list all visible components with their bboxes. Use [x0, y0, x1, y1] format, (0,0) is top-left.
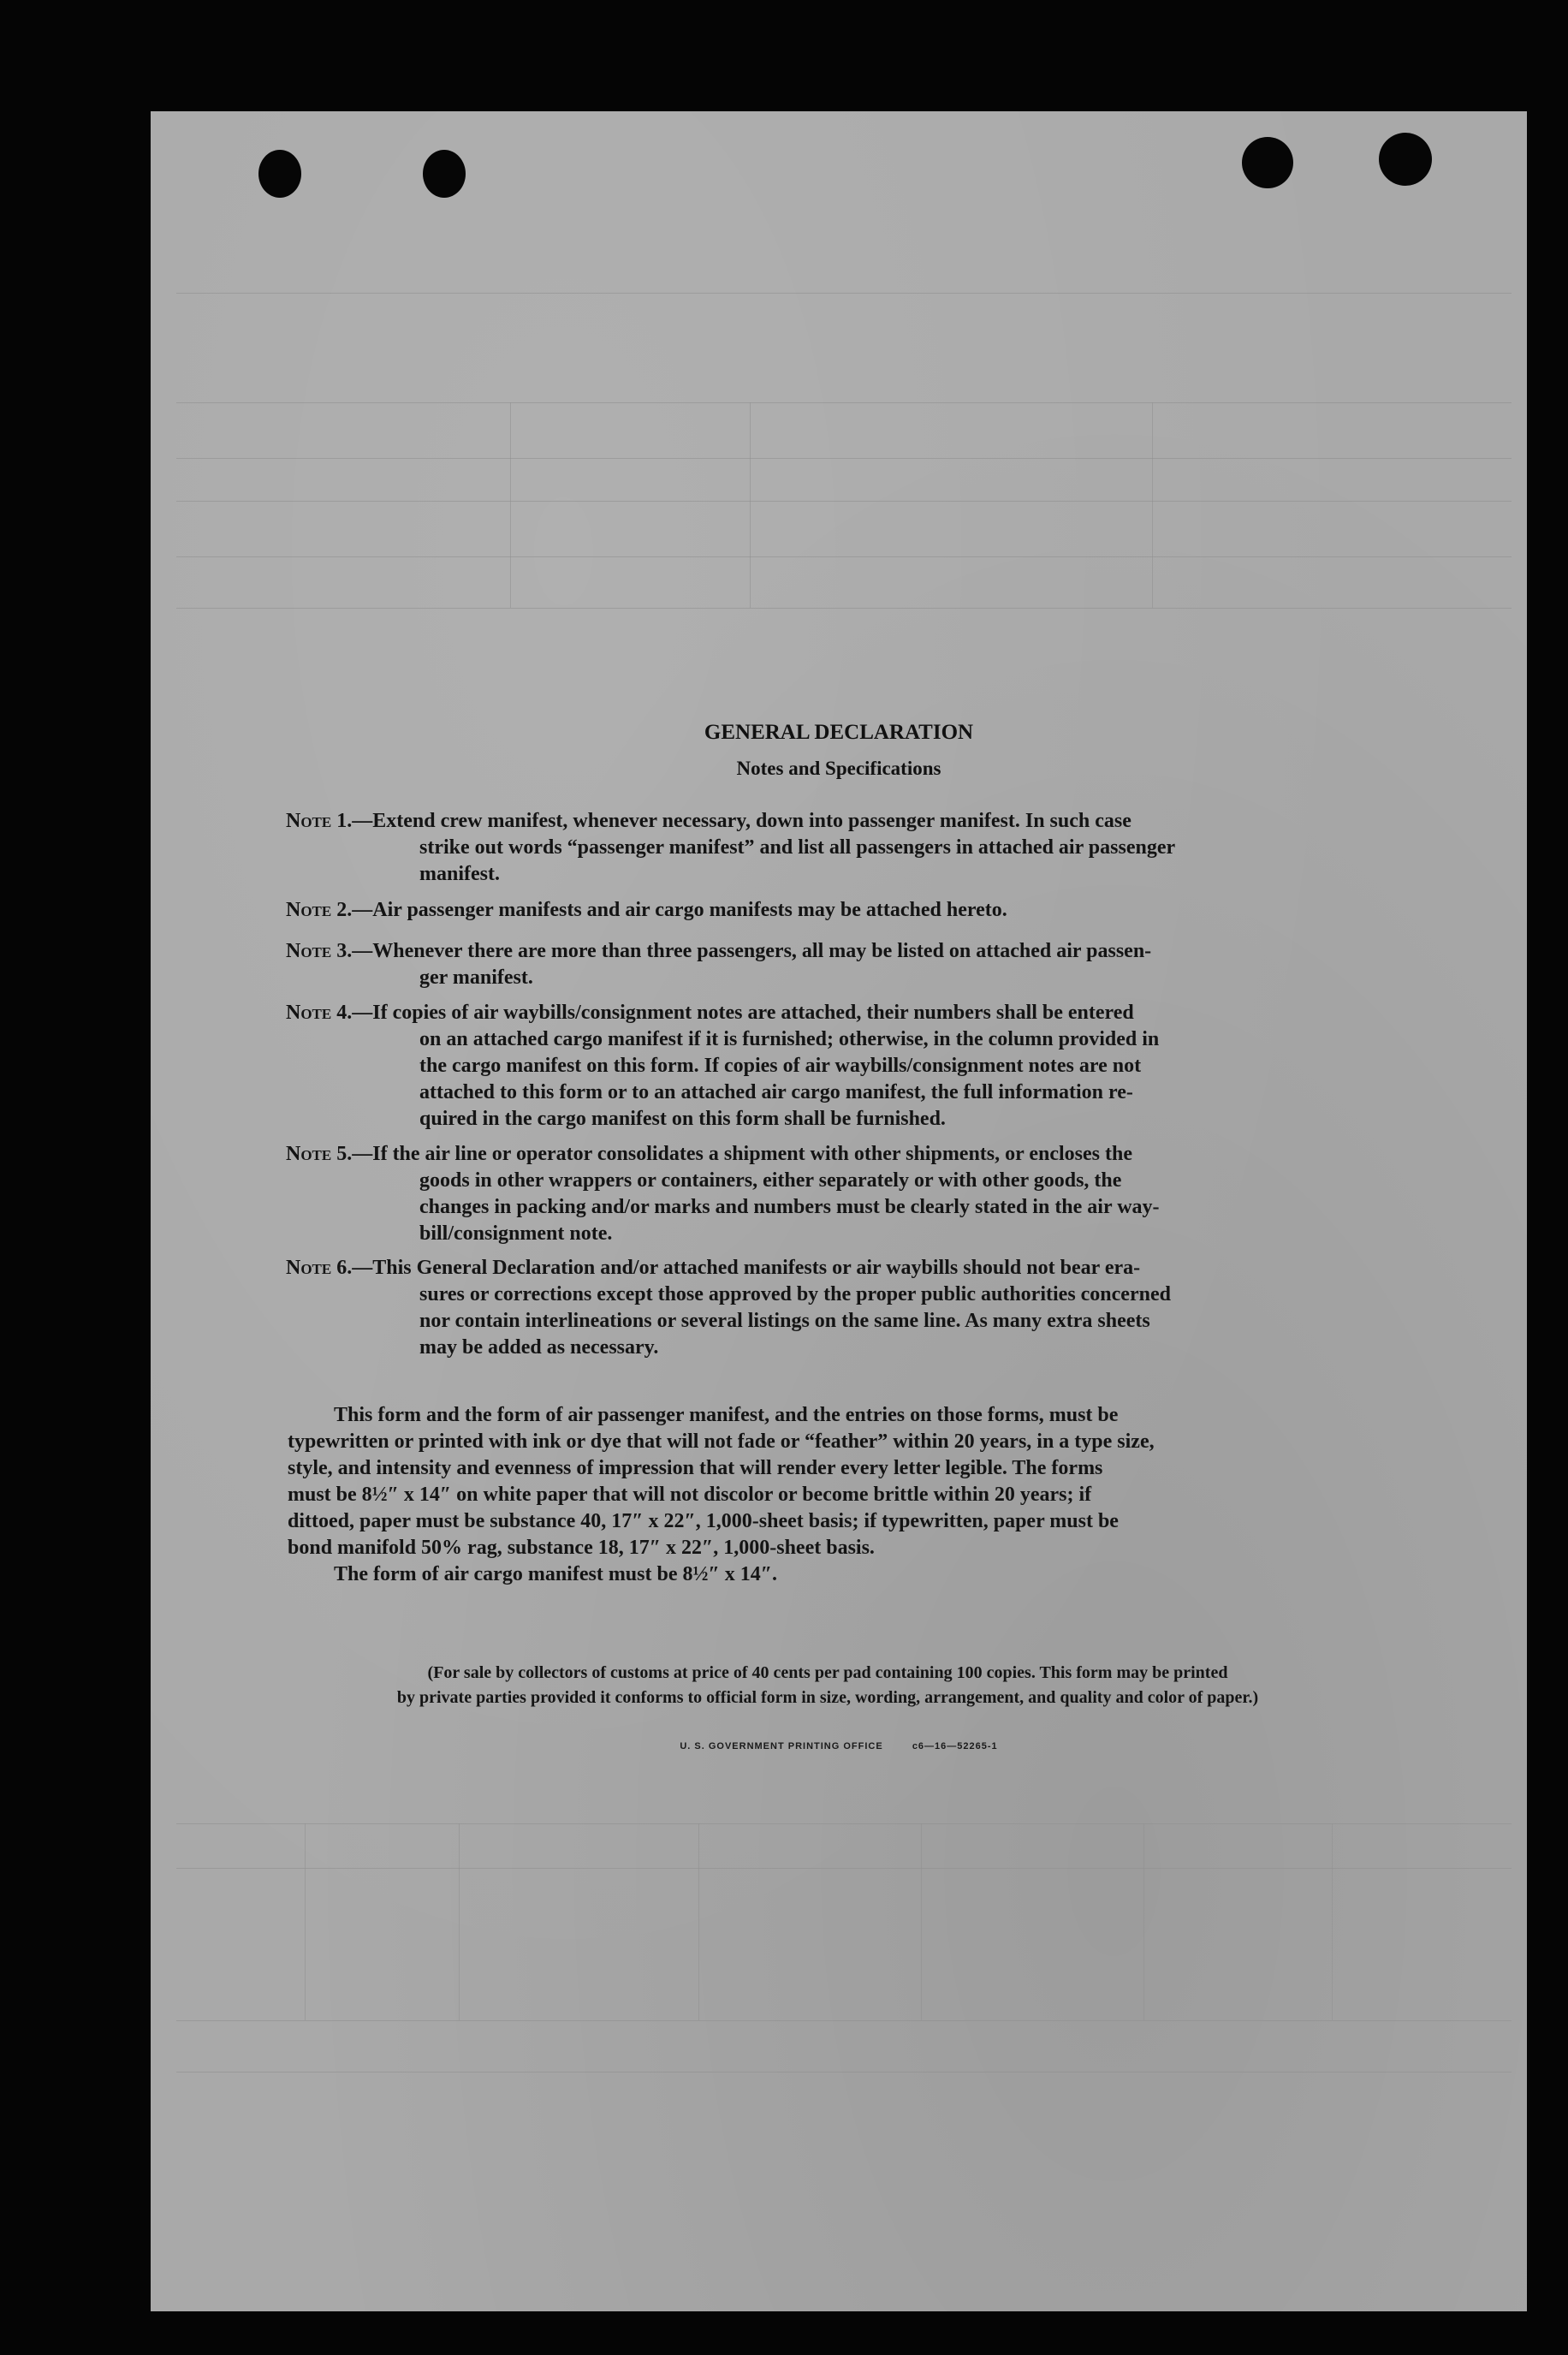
note-3-label: Note 3. [286, 940, 353, 962]
printer-name: U. S. GOVERNMENT PRINTING OFFICE [680, 1741, 883, 1751]
spec-line-3: style, and intensity and evenness of impression that will render every letter legible. The forms [288, 1457, 1103, 1479]
paper-specification [288, 1402, 1368, 1588]
note-4-label: Note 4. [286, 1002, 353, 1024]
note-4-line-3: the cargo manifest on this form. If copies of air waybills/consignment notes are not [419, 1055, 1142, 1077]
note-1-line-3: manifest. [419, 863, 500, 885]
note-6-line-2: sures or corrections except those approved by the proper public authorities concerned [419, 1283, 1171, 1305]
note-5 [286, 1141, 1366, 1247]
sale-notice [286, 1661, 1369, 1710]
spec-line-2: typewritten or printed with ink or dye that will not fade or “feather” within 20 years, in a type size, [288, 1430, 1155, 1453]
declaration-notes [151, 111, 1527, 2311]
note-1-line-2: strike out words “passenger manifest” and list all passengers in attached air passenger [419, 836, 1176, 859]
document-title: GENERAL DECLARATION [704, 721, 974, 744]
note-6-line-1: —This General Declaration and/or attached manifests or air waybills should not bear era- [352, 1257, 1141, 1279]
note-5-line-1: —If the air line or operator consolidates a shipment with other shipments, or encloses the [352, 1143, 1132, 1165]
note-5-line-3: changes in packing and/or marks and numbers must be clearly stated in the air way- [419, 1196, 1160, 1218]
note-4-line-2: on an attached cargo manifest if it is furnished; otherwise, in the column provided in [419, 1028, 1160, 1050]
note-4-line-1: —If copies of air waybills/consignment notes are attached, their numbers shall be entered [352, 1002, 1134, 1024]
note-4-line-4: attached to this form or to an attached air cargo manifest, the full information re- [419, 1081, 1133, 1103]
note-6-line-4: may be added as necessary. [419, 1336, 659, 1359]
note-6 [286, 1255, 1366, 1361]
note-2 [286, 897, 1366, 924]
print-code: c6—16—52265-1 [912, 1741, 998, 1751]
note-2-label: Note 2. [286, 899, 353, 921]
sale-notice-line-2: by private parties provided it conforms to official form in size, wording, arrangement, and quality and color of paper.) [396, 1688, 1259, 1707]
spec-line-5: dittoed, paper must be substance 40, 17″ x 22″, 1,000-sheet basis; if typewritten, paper must be [288, 1510, 1119, 1532]
note-1-label: Note 1. [286, 810, 353, 832]
cargo-manifest-size: The form of air cargo manifest must be 8½″ x 14″. [334, 1563, 777, 1585]
note-1 [286, 808, 1366, 888]
note-1-line-1: —Extend crew manifest, whenever necessary, down into passenger manifest. In such case [352, 810, 1131, 832]
note-5-line-4: bill/consignment note. [419, 1222, 613, 1245]
spec-line-4: must be 8½″ x 14″ on white paper that will not discolor or become brittle within 20 years; if [288, 1484, 1092, 1506]
note-2-line-1: —Air passenger manifests and air cargo manifests may be attached hereto. [352, 899, 1007, 921]
note-5-label: Note 5. [286, 1143, 353, 1165]
note-6-label: Note 6. [286, 1257, 353, 1279]
spec-line-6: bond manifold 50% rag, substance 18, 17″ x 22″, 1,000-sheet basis. [288, 1537, 875, 1559]
note-4-line-5: quired in the cargo manifest on this form shall be furnished. [419, 1108, 946, 1130]
note-5-line-2: goods in other wrappers or containers, either separately or with other goods, the [419, 1169, 1122, 1192]
spec-line-1: This form and the form of air passenger manifest, and the entries on those forms, must be [334, 1404, 1119, 1426]
sale-notice-line-1: (For sale by collectors of customs at price of 40 cents per pad containing 100 copies. This form may be printed [427, 1663, 1228, 1682]
note-3-line-1: —Whenever there are more than three passengers, all may be listed on attached air passen- [352, 940, 1152, 962]
note-3 [286, 938, 1366, 991]
document-subtitle: Notes and Specifications [736, 758, 941, 779]
document-page [151, 111, 1527, 2311]
note-3-line-2: ger manifest. [419, 966, 533, 989]
note-6-line-3: nor contain interlineations or several listings on the same line. As many extra sheets [419, 1310, 1150, 1332]
note-4 [286, 1000, 1366, 1133]
printer-imprint [151, 1741, 1527, 1751]
